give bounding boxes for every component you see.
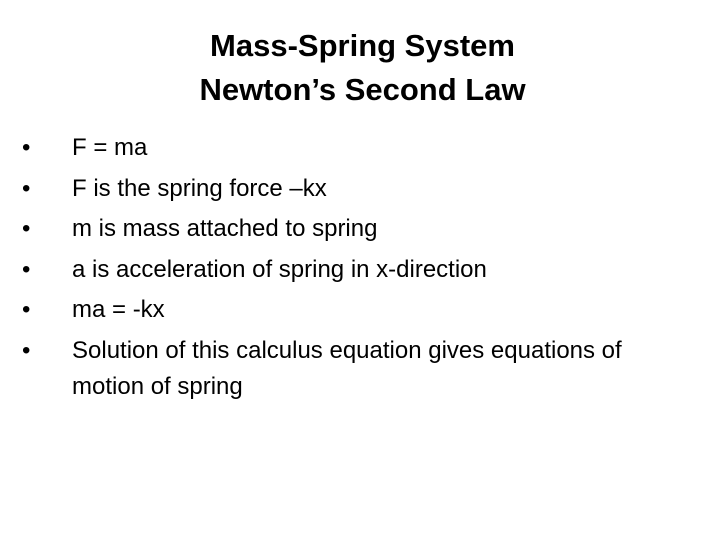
bullet-text: ma = -kx (72, 296, 165, 323)
bullet-marker: • (22, 215, 31, 242)
bullet-marker: • (22, 255, 31, 283)
slide-title (0, 24, 720, 112)
bullet-item (22, 250, 682, 291)
bullet-item (22, 209, 682, 250)
bullet-text: F is the spring force –kx (72, 174, 327, 202)
bullet-text: a is acceleration of spring in x-direction (72, 255, 487, 283)
title-line-1: Mass-Spring System (210, 28, 515, 63)
bullet-item (22, 128, 682, 169)
bullet-item (22, 290, 682, 331)
bullet-text: F = ma (72, 134, 148, 161)
bullet-marker: • (22, 174, 31, 202)
bullet-item (22, 331, 682, 405)
title-line-2: Newton’s Second Law (199, 72, 526, 107)
bullet-text: Solution of this calculus equation gives equations of motion of spring (72, 336, 622, 400)
bullet-text: m is mass attached to spring (72, 215, 378, 242)
bullet-item (22, 169, 682, 210)
bullet-marker: • (22, 336, 31, 364)
bullet-marker: • (22, 296, 31, 323)
bullet-list (22, 128, 682, 405)
bullet-marker: • (22, 134, 31, 161)
